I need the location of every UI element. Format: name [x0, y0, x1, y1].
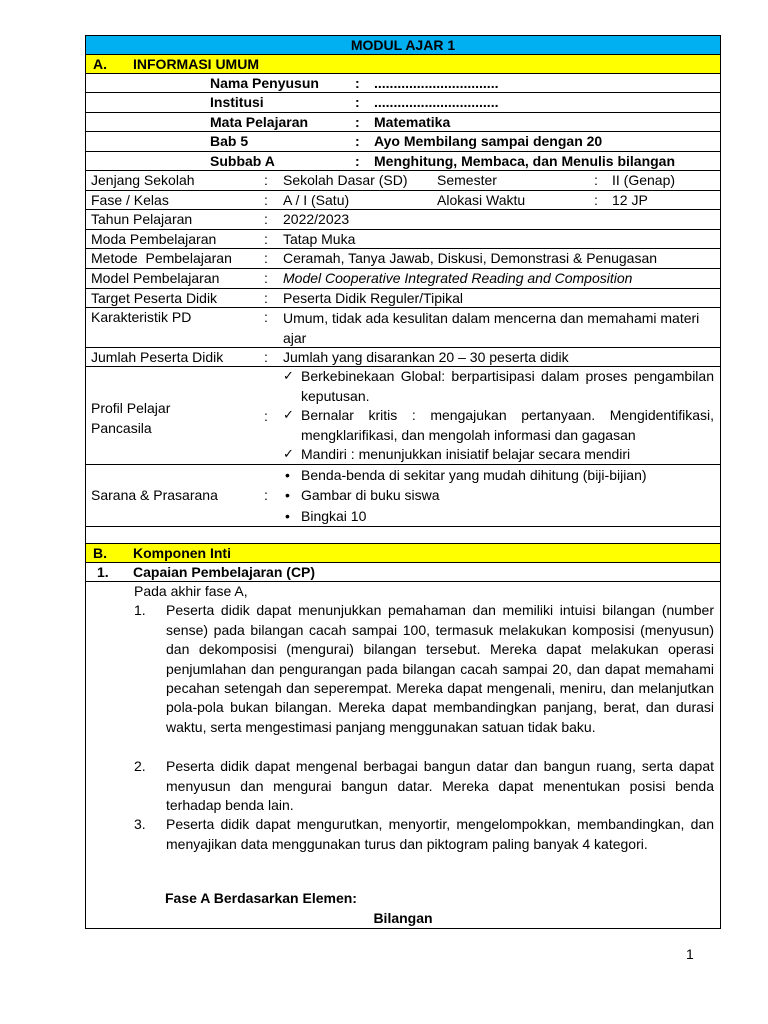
info-key: Bab 5: [210, 133, 249, 150]
detail-key: Profil Pelajar Pancasila: [91, 400, 171, 437]
module-table: [85, 35, 721, 929]
cp-body: [86, 582, 720, 928]
info-row-institusi: [86, 93, 720, 112]
detail-sep: :: [264, 289, 268, 306]
detail-sep: :: [264, 191, 268, 208]
detail-row-fase: [86, 191, 720, 211]
detail-sep: :: [264, 250, 268, 267]
detail-sep: :: [264, 408, 268, 425]
section-b-number: B.: [93, 545, 107, 562]
detail-sep-2: :: [594, 171, 598, 188]
detail-key: Karakteristik PD: [91, 309, 192, 326]
info-sep: :: [355, 133, 360, 150]
detail-sep: :: [264, 171, 268, 188]
detail-value: Model Cooperative Integrated Reading and Composition: [283, 269, 633, 286]
cp-item-2: [134, 757, 714, 815]
detail-value: Peserta Didik Reguler/Tipikal: [283, 289, 463, 306]
detail-key: Fase / Kelas: [91, 191, 169, 208]
profil-item: ✓ Bernalar kritis : mengajukan pertanyaan. Mengidentifikasi, mengklarifikasi, dan mengolah informasi dan gagasan: [283, 406, 714, 445]
detail-value: Tatap Muka: [283, 230, 356, 247]
info-row-mapel: [86, 113, 720, 132]
detail-row-jumlah: [86, 348, 720, 368]
section-b-label: Komponen Inti: [133, 545, 231, 562]
profil-item: ✓ Berkebinekaan Global: berpartisipasi dalam proses pengambilan keputusan.: [283, 367, 714, 406]
detail-sep: :: [264, 309, 268, 326]
detail-key: Model Pembelajaran: [91, 269, 220, 286]
profil-item: ✓ Mandiri : menunjukkan inisiatif belajar secara mendiri: [283, 445, 714, 464]
info-value: Menghitung, Membaca, dan Menulis bilangan: [374, 152, 676, 169]
detail-key: Metode Pembelajaran: [91, 250, 232, 267]
detail-sep: :: [264, 230, 268, 247]
cp-number: 1.: [97, 564, 109, 581]
detail-key: Jenjang Sekolah: [91, 171, 195, 188]
detail-sep: :: [264, 486, 268, 503]
info-sep: :: [355, 113, 360, 130]
fase-heading: Fase A Berdasarkan Elemen:: [165, 890, 357, 907]
detail-row-metode: [86, 249, 720, 269]
section-a-header: [86, 55, 720, 74]
cp-item-text: Peserta didik dapat menunjukkan pemahaman dan memiliki intuisi bilangan (number sense) pada bilangan cacah sampai 100, termasuk melakukan komposisi (menyusun) dan dekomposisi (mengurai) bilangan tersebut. Mereka dapat melakukan operasi penjumlahan dan pengurangan pada bilangan cacah sampai 20, dan dapat memahami pecahan setengah dan seperempat. Mereka dapat mengenali, meniru, dan melanjutkan pola-pola bukan bilangan. Mereka dapat membandingkan panjang, berat, dan durasi waktu, serta mengestimasi panjang menggunakan satuan tidak baku.: [166, 602, 714, 735]
sarana-item: • Bingkai 10: [283, 506, 714, 527]
cp-item-text: Peserta didik dapat mengurutkan, menyortir, mengelompokkan, membandingkan, dan menyajikan data menggunakan turus dan piktogram paling banyak 4 kategori.: [166, 816, 714, 852]
detail-value: Umum, tidak ada kesulitan dalam mencerna dan memahami materi ajar: [283, 310, 700, 347]
cp-header: [86, 563, 720, 582]
module-title: MODUL AJAR 1: [86, 36, 720, 55]
cp-intro: Pada akhir fase A,: [134, 583, 248, 600]
detail-value: Jumlah yang disarankan 20 – 30 peserta didik: [283, 348, 569, 365]
cp-item-number: 2.: [134, 758, 146, 775]
cp-item-text: Peserta didik dapat mengenal berbagai bangun datar dan bangun ruang, serta dapat menyusun dan mengurai bangun datar. Mereka dapat menentukan posisi benda terhadap benda lain.: [166, 758, 714, 814]
info-value: Matematika: [374, 113, 451, 130]
cp-item-number: 1.: [134, 602, 146, 619]
detail-sep: :: [264, 211, 268, 228]
detail-sep-2: :: [594, 191, 598, 208]
detail-sep: :: [264, 269, 268, 286]
section-b-header: [86, 544, 720, 563]
info-value: ................................: [374, 94, 499, 111]
detail-key: Tahun Pelajaran: [91, 211, 193, 228]
sarana-item: • Benda-benda di sekitar yang mudah dihitung (biji-bijian): [283, 465, 714, 486]
detail-row-target: [86, 289, 720, 309]
detail-sep: :: [264, 348, 268, 365]
detail-key: Target Peserta Didik: [91, 289, 218, 306]
info-value: ................................: [374, 75, 499, 91]
detail-row-profil: [86, 367, 720, 465]
detail-row-karakteristik: [86, 308, 720, 348]
cp-label: Capaian Pembelajaran (CP): [133, 564, 316, 581]
detail-row-moda: [86, 230, 720, 250]
cp-item-3: [134, 815, 714, 854]
info-sep: :: [355, 75, 360, 91]
detail-value: Sekolah Dasar (SD): [283, 171, 408, 188]
info-row-bab: [86, 132, 720, 151]
detail-key: Jumlah Peserta Didik: [91, 348, 224, 365]
detail-row-tahun: [86, 210, 720, 230]
detail-value: 2022/2023: [283, 211, 350, 228]
sarana-item: • Gambar di buku siswa: [283, 485, 714, 506]
info-key: Nama Penyusun: [210, 75, 319, 91]
info-sep: :: [355, 94, 360, 111]
info-value: Ayo Membilang sampai dengan 20: [374, 133, 603, 150]
page-number: 1: [686, 946, 694, 962]
element-heading: Bilangan: [373, 910, 433, 927]
detail-key-2: Semester: [437, 171, 497, 188]
info-row-penyusun: [86, 74, 720, 93]
detail-value-2: 12 JP: [612, 191, 648, 208]
detail-row-jenjang: [86, 171, 720, 191]
detail-key-2: Alokasi Waktu: [437, 191, 526, 208]
sarana-list: [283, 465, 714, 527]
detail-row-model: [86, 269, 720, 289]
detail-value: A / I (Satu): [283, 191, 350, 208]
info-sep: :: [355, 152, 360, 169]
info-key: Subbab A: [210, 152, 275, 169]
cp-item-number: 3.: [134, 816, 146, 833]
section-a-label: INFORMASI UMUM: [133, 56, 259, 72]
detail-value-2: II (Genap): [612, 171, 676, 188]
detail-key: Sarana & Prasarana: [91, 486, 218, 503]
section-a-number: A.: [93, 56, 107, 72]
info-key: Institusi: [210, 94, 264, 111]
detail-key: Moda Pembelajaran: [91, 230, 217, 247]
detail-value: Ceramah, Tanya Jawab, Diskusi, Demonstrasi & Penugasan: [283, 250, 658, 267]
detail-row-sarana: [86, 465, 720, 528]
profil-list: [283, 367, 714, 464]
cp-item-1: [134, 601, 714, 737]
info-key: Mata Pelajaran: [210, 113, 309, 130]
info-row-subbab: [86, 152, 720, 171]
empty-row: [86, 527, 720, 544]
